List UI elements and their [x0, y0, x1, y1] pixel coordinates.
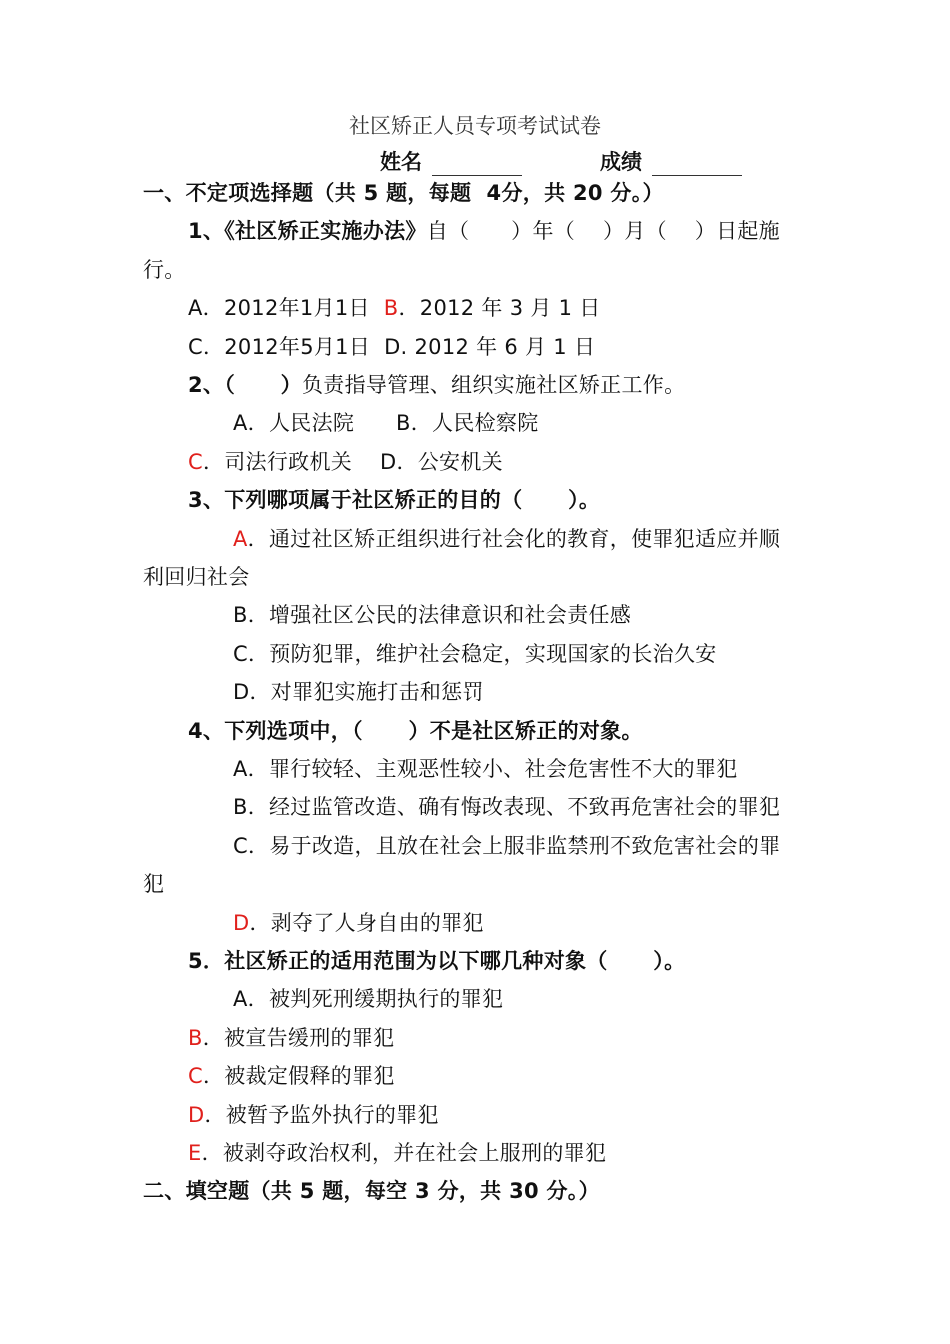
text-segment: C．易于改造，且放在社会上服非监禁刑不致危害社会的罪 [233, 833, 781, 858]
text-segment: 二、填空题（共 5 题，每空 3 分，共 30 分。） [143, 1179, 600, 1204]
name-score-row [380, 145, 742, 176]
text-line [233, 831, 780, 861]
text-line [188, 716, 643, 746]
text-line [188, 332, 595, 362]
text-segment: 5．社区矫正的适用范围为以下哪几种对象（ ）。 [188, 949, 686, 973]
text-line [233, 984, 503, 1014]
answer-marker: A [233, 526, 248, 551]
text-segment: 利回归社会 [143, 565, 250, 589]
answer-marker: D [233, 910, 250, 935]
text-segment: 负责指导管理、组织实施社区矫正工作。 [301, 373, 686, 397]
text-segment: 4、下列选项中，（ ）不是社区矫正的对象。 [188, 718, 643, 743]
text-segment: C．2012年5月1日 D. 2012 年 6 月 1 日 [188, 334, 596, 359]
answer-marker: E [188, 1141, 202, 1165]
answer-marker: C [188, 449, 203, 474]
text-line [143, 1176, 600, 1206]
text-segment: ．被暂予监外执行的罪犯 [204, 1102, 439, 1127]
text-segment: ．通过社区矫正组织进行社会化的教育，使罪犯适应并顺 [247, 526, 781, 551]
text-line [188, 1138, 606, 1168]
text-line [188, 447, 503, 477]
text-segment: A．人民法院 B．人民检察院 [233, 411, 539, 436]
text-line [188, 370, 685, 400]
answer-marker: B [383, 296, 399, 321]
text-line [233, 408, 539, 438]
text-line [188, 1061, 395, 1091]
text-segment: ．剥夺了人身自由的罪犯 [249, 910, 484, 935]
text-line [188, 216, 780, 246]
text-line [143, 562, 250, 592]
text-segment: A．被判死刑缓期执行的罪犯 [233, 987, 504, 1012]
text-line [188, 485, 600, 515]
text-segment: ．被裁定假释的罪犯 [202, 1064, 395, 1089]
answer-marker: C [188, 1064, 203, 1089]
text-segment: 犯 [143, 872, 165, 897]
text-line [188, 1023, 394, 1053]
text-segment: 1、《社区矫正实施办法》 [188, 219, 427, 244]
text-segment: A．2012年1月1日 [188, 296, 384, 321]
text-segment: ．被宣告缓刑的罪犯 [202, 1025, 395, 1050]
score-label: 成绩 [600, 150, 642, 174]
score-blank [652, 145, 742, 176]
text-segment: A．罪行较轻、主观恶性较小、社会危害性不大的罪犯 [233, 757, 738, 781]
text-segment: ．司法行政机关 D．公安机关 [202, 449, 503, 474]
text-line [188, 293, 601, 323]
text-segment: 一、不定项选择题（共 5 题，每题 4分，共 20 分。） [143, 181, 664, 205]
text-line [233, 600, 631, 630]
text-line [143, 255, 186, 285]
text-line [233, 908, 484, 938]
text-line [143, 178, 664, 208]
text-segment: 2、（ ） [188, 373, 302, 397]
answer-marker: B [188, 1025, 203, 1050]
name-label: 姓名 [380, 150, 422, 174]
text-segment: D．对罪犯实施打击和惩罚 [233, 680, 484, 705]
text-segment: ．被剥夺政治权利，并在社会上服刑的罪犯 [201, 1141, 607, 1165]
text-segment: 行。 [143, 257, 186, 282]
text-segment: 自（ ）年（ ）月（ ）日起施 [426, 219, 780, 244]
text-line [233, 677, 484, 707]
text-line [233, 792, 780, 822]
text-line [188, 1100, 439, 1130]
name-blank [432, 145, 522, 176]
text-line [188, 946, 685, 976]
text-line [143, 869, 164, 899]
text-segment: 3、下列哪项属于社区矫正的目的（ ）。 [188, 488, 601, 513]
text-segment: B．增强社区公民的法律意识和社会责任感 [233, 603, 632, 628]
answer-marker: D [188, 1102, 205, 1127]
text-line [233, 524, 780, 554]
text-line [233, 754, 738, 784]
text-segment: B．经过监管改造、确有悔改表现、不致再危害社会的罪犯 [233, 795, 781, 820]
document-title: 社区矫正人员专项考试试卷 [349, 114, 601, 138]
text-segment: ．2012 年 3 月 1 日 [398, 296, 601, 321]
text-segment: C．预防犯罪，维护社会稳定，实现国家的长治久安 [233, 641, 717, 666]
text-line [233, 639, 717, 669]
